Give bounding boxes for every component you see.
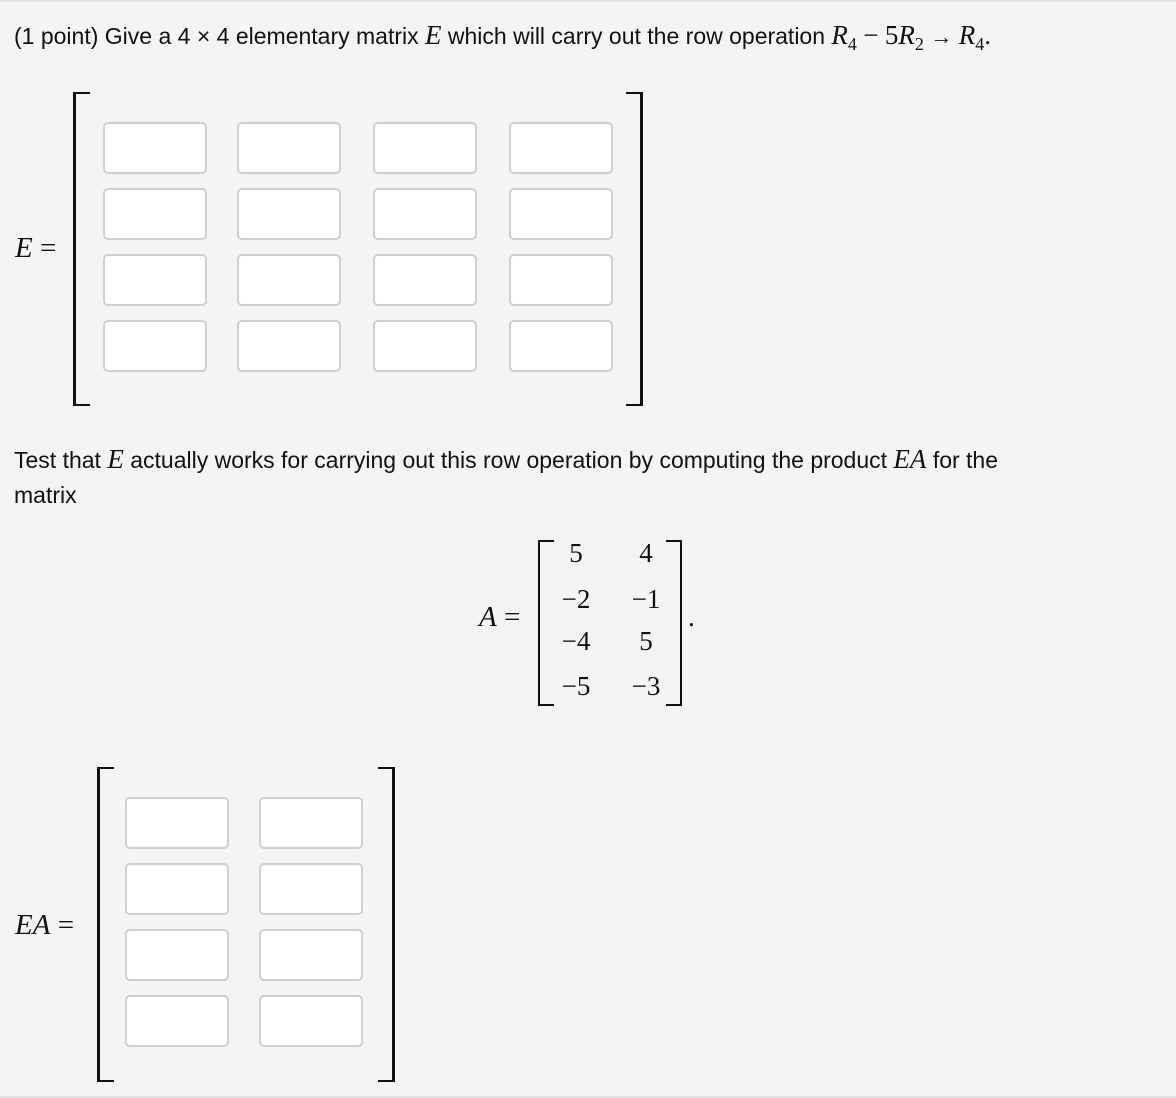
matrix-E-input-r3c3[interactable] [373, 254, 477, 306]
math-coef: 5 [884, 20, 899, 50]
matrix-E-input-r3c2[interactable] [237, 254, 341, 306]
matrix-E-input-r2c1[interactable] [103, 188, 207, 240]
matrix-E-input-r1c4[interactable] [509, 122, 613, 174]
question-prefix: Give a [104, 23, 172, 49]
matrix-EA-input-r2c1[interactable] [125, 863, 229, 915]
matrix-E-input-r1c3[interactable] [373, 122, 477, 174]
math-sub: 4 [847, 34, 857, 54]
math-R: R [898, 20, 915, 50]
matrix-E-left-bracket [73, 92, 90, 406]
matrix-A-cell-r1c2: 4 [639, 538, 653, 568]
math-R: R [831, 20, 848, 50]
question-end: which will carry out the row operation [447, 23, 826, 49]
matrix-A-cell-r3c2: 5 [639, 626, 653, 656]
matrix-E-label: E = [15, 232, 57, 264]
math-minus: − [863, 20, 879, 50]
size-a: 4 [177, 23, 191, 49]
period: . [984, 20, 991, 50]
test-part2: actually works for carrying out this row operation by computing the product [130, 447, 888, 473]
matrix-E-input-r2c2[interactable] [237, 188, 341, 240]
matrix-EA-input-r4c2[interactable] [259, 995, 363, 1047]
arrow-symbol: → [930, 24, 953, 49]
size-b: 4 [216, 23, 230, 49]
matrix-EA-input-r4c1[interactable] [125, 995, 229, 1047]
points-label: (1 point) [14, 23, 99, 49]
matrix-E-input-r1c1[interactable] [103, 122, 207, 174]
matrix-EA-input-r3c1[interactable] [125, 929, 229, 981]
math-E: E [425, 20, 442, 50]
matrix-E-input-r1c2[interactable] [237, 122, 341, 174]
matrix-A-trailing-period: . [688, 602, 695, 632]
matrix-E-input-r3c1[interactable] [103, 254, 207, 306]
math-R: R [958, 20, 976, 50]
matrix-EA-input-r1c1[interactable] [125, 797, 229, 849]
test-part3: for the [932, 447, 999, 473]
matrix-E-right-bracket [626, 92, 643, 406]
question-mid: elementary matrix [235, 23, 419, 49]
test-line2: matrix [14, 482, 77, 508]
matrix-EA-input-r3c2[interactable] [259, 929, 363, 981]
matrix-EA-input-r2c2[interactable] [259, 863, 363, 915]
matrix-A-cell-r4c1: −5 [561, 671, 591, 701]
matrix-A-cell-r2c1: −2 [561, 584, 591, 614]
test-instruction [14, 441, 998, 478]
math-sub: 2 [914, 34, 924, 54]
question-text [14, 17, 991, 56]
matrix-E-input-r4c3[interactable] [373, 320, 477, 372]
times-symbol: × [196, 23, 211, 49]
matrix-A-cell-r3c1: −4 [561, 626, 591, 656]
matrix-A-label: A = [479, 601, 521, 633]
matrix-E-input-r4c1[interactable] [103, 320, 207, 372]
matrix-EA-left-bracket [97, 767, 114, 1082]
matrix-EA-right-bracket [378, 767, 395, 1082]
matrix-E-input-r4c4[interactable] [509, 320, 613, 372]
matrix-EA-input-r1c2[interactable] [259, 797, 363, 849]
matrix-A-cell-r2c2: −1 [631, 584, 661, 614]
top-divider [0, 0, 1176, 2]
matrix-E-input-r3c4[interactable] [509, 254, 613, 306]
matrix-E-input-r2c3[interactable] [373, 188, 477, 240]
test-instruction-line2 [14, 477, 77, 513]
matrix-EA-label: EA = [15, 909, 75, 941]
math-EA: EA [893, 444, 927, 474]
math-E: E [107, 444, 124, 474]
matrix-A-cell-r1c1: 5 [569, 538, 583, 568]
matrix-E-input-r2c4[interactable] [509, 188, 613, 240]
math-sub: 4 [975, 34, 985, 54]
test-part1: Test that [14, 447, 101, 473]
matrix-A-cell-r4c2: −3 [631, 671, 661, 701]
matrix-E-input-r4c2[interactable] [237, 320, 341, 372]
